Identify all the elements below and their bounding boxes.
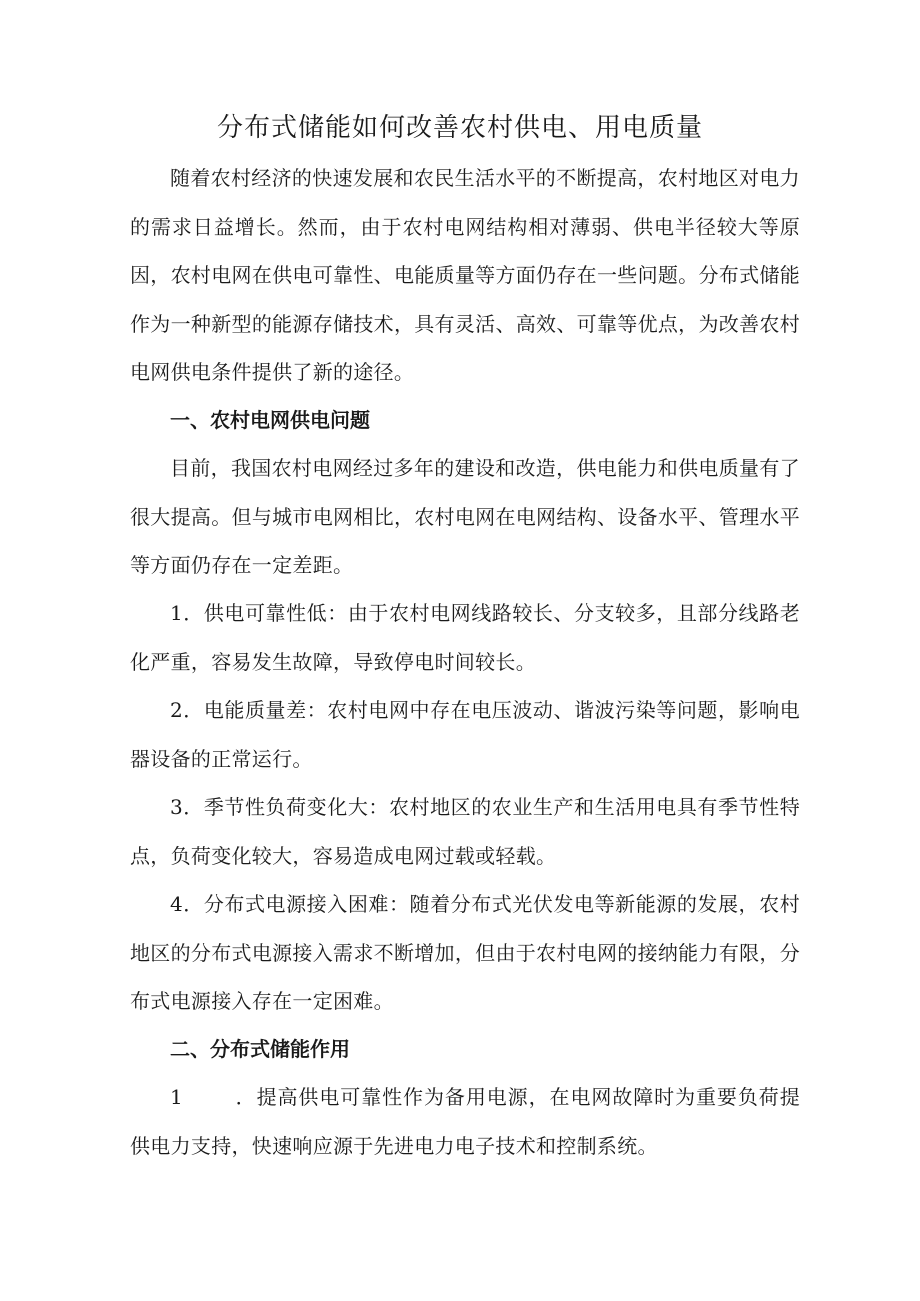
- list-item-power-quality: 2．电能质量差：农村电网中存在电压波动、谐波污染等问题，影响电器设备的正常运行。: [130, 698, 800, 771]
- list-item-number: 1: [170, 1085, 184, 1109]
- section-heading-rural-grid-problems: 一、农村电网供电问题: [170, 408, 370, 432]
- list-item-seasonal-load: 3．季节性负荷变化大：农村地区的农业生产和生活用电具有季节性特点，负荷变化较大，容易造成电网过载或轻载。: [130, 795, 800, 868]
- section1-intro-paragraph: 目前，我国农村电网经过多年的建设和改造，供电能力和供电质量有了很大提高。但与城市电网相比，农村电网在电网结构、设备水平、管理水平等方面仍存在一定差距。: [130, 456, 800, 577]
- list-item-improve-reliability: [130, 1073, 800, 1170]
- list-item-text: ．提高供电可靠性作为备用电源，在电网故障时为重要负荷提供电力支持，快速响应源于先进电力电子技术和控制系统。: [130, 1085, 800, 1158]
- section-heading-storage-role: 二、分布式储能作用: [170, 1037, 350, 1061]
- list-item-reliability: 1．供电可靠性低：由于农村电网线路较长、分支较多，且部分线路老化严重，容易发生故障，导致停电时间较长。: [130, 601, 800, 674]
- intro-paragraph: 随着农村经济的快速发展和农民生活水平的不断提高，农村地区对电力的需求日益增长。然而，由于农村电网结构相对薄弱、供电半径较大等原因，农村电网在供电可靠性、电能质量等方面仍存在一些问题。分布式储能作为一种新型的能源存储技术，具有灵活、高效、可靠等优点，为改善农村电网供电条件提供了新的途径。: [130, 166, 800, 384]
- list-item-distributed-access: 4．分布式电源接入困难：随着分布式光伏发电等新能源的发展，农村地区的分布式电源接入需求不断增加，但由于农村电网的接纳能力有限，分布式电源接入存在一定困难。: [130, 892, 800, 1013]
- document-title: 分布式储能如何改善农村供电、用电质量: [216, 113, 703, 143]
